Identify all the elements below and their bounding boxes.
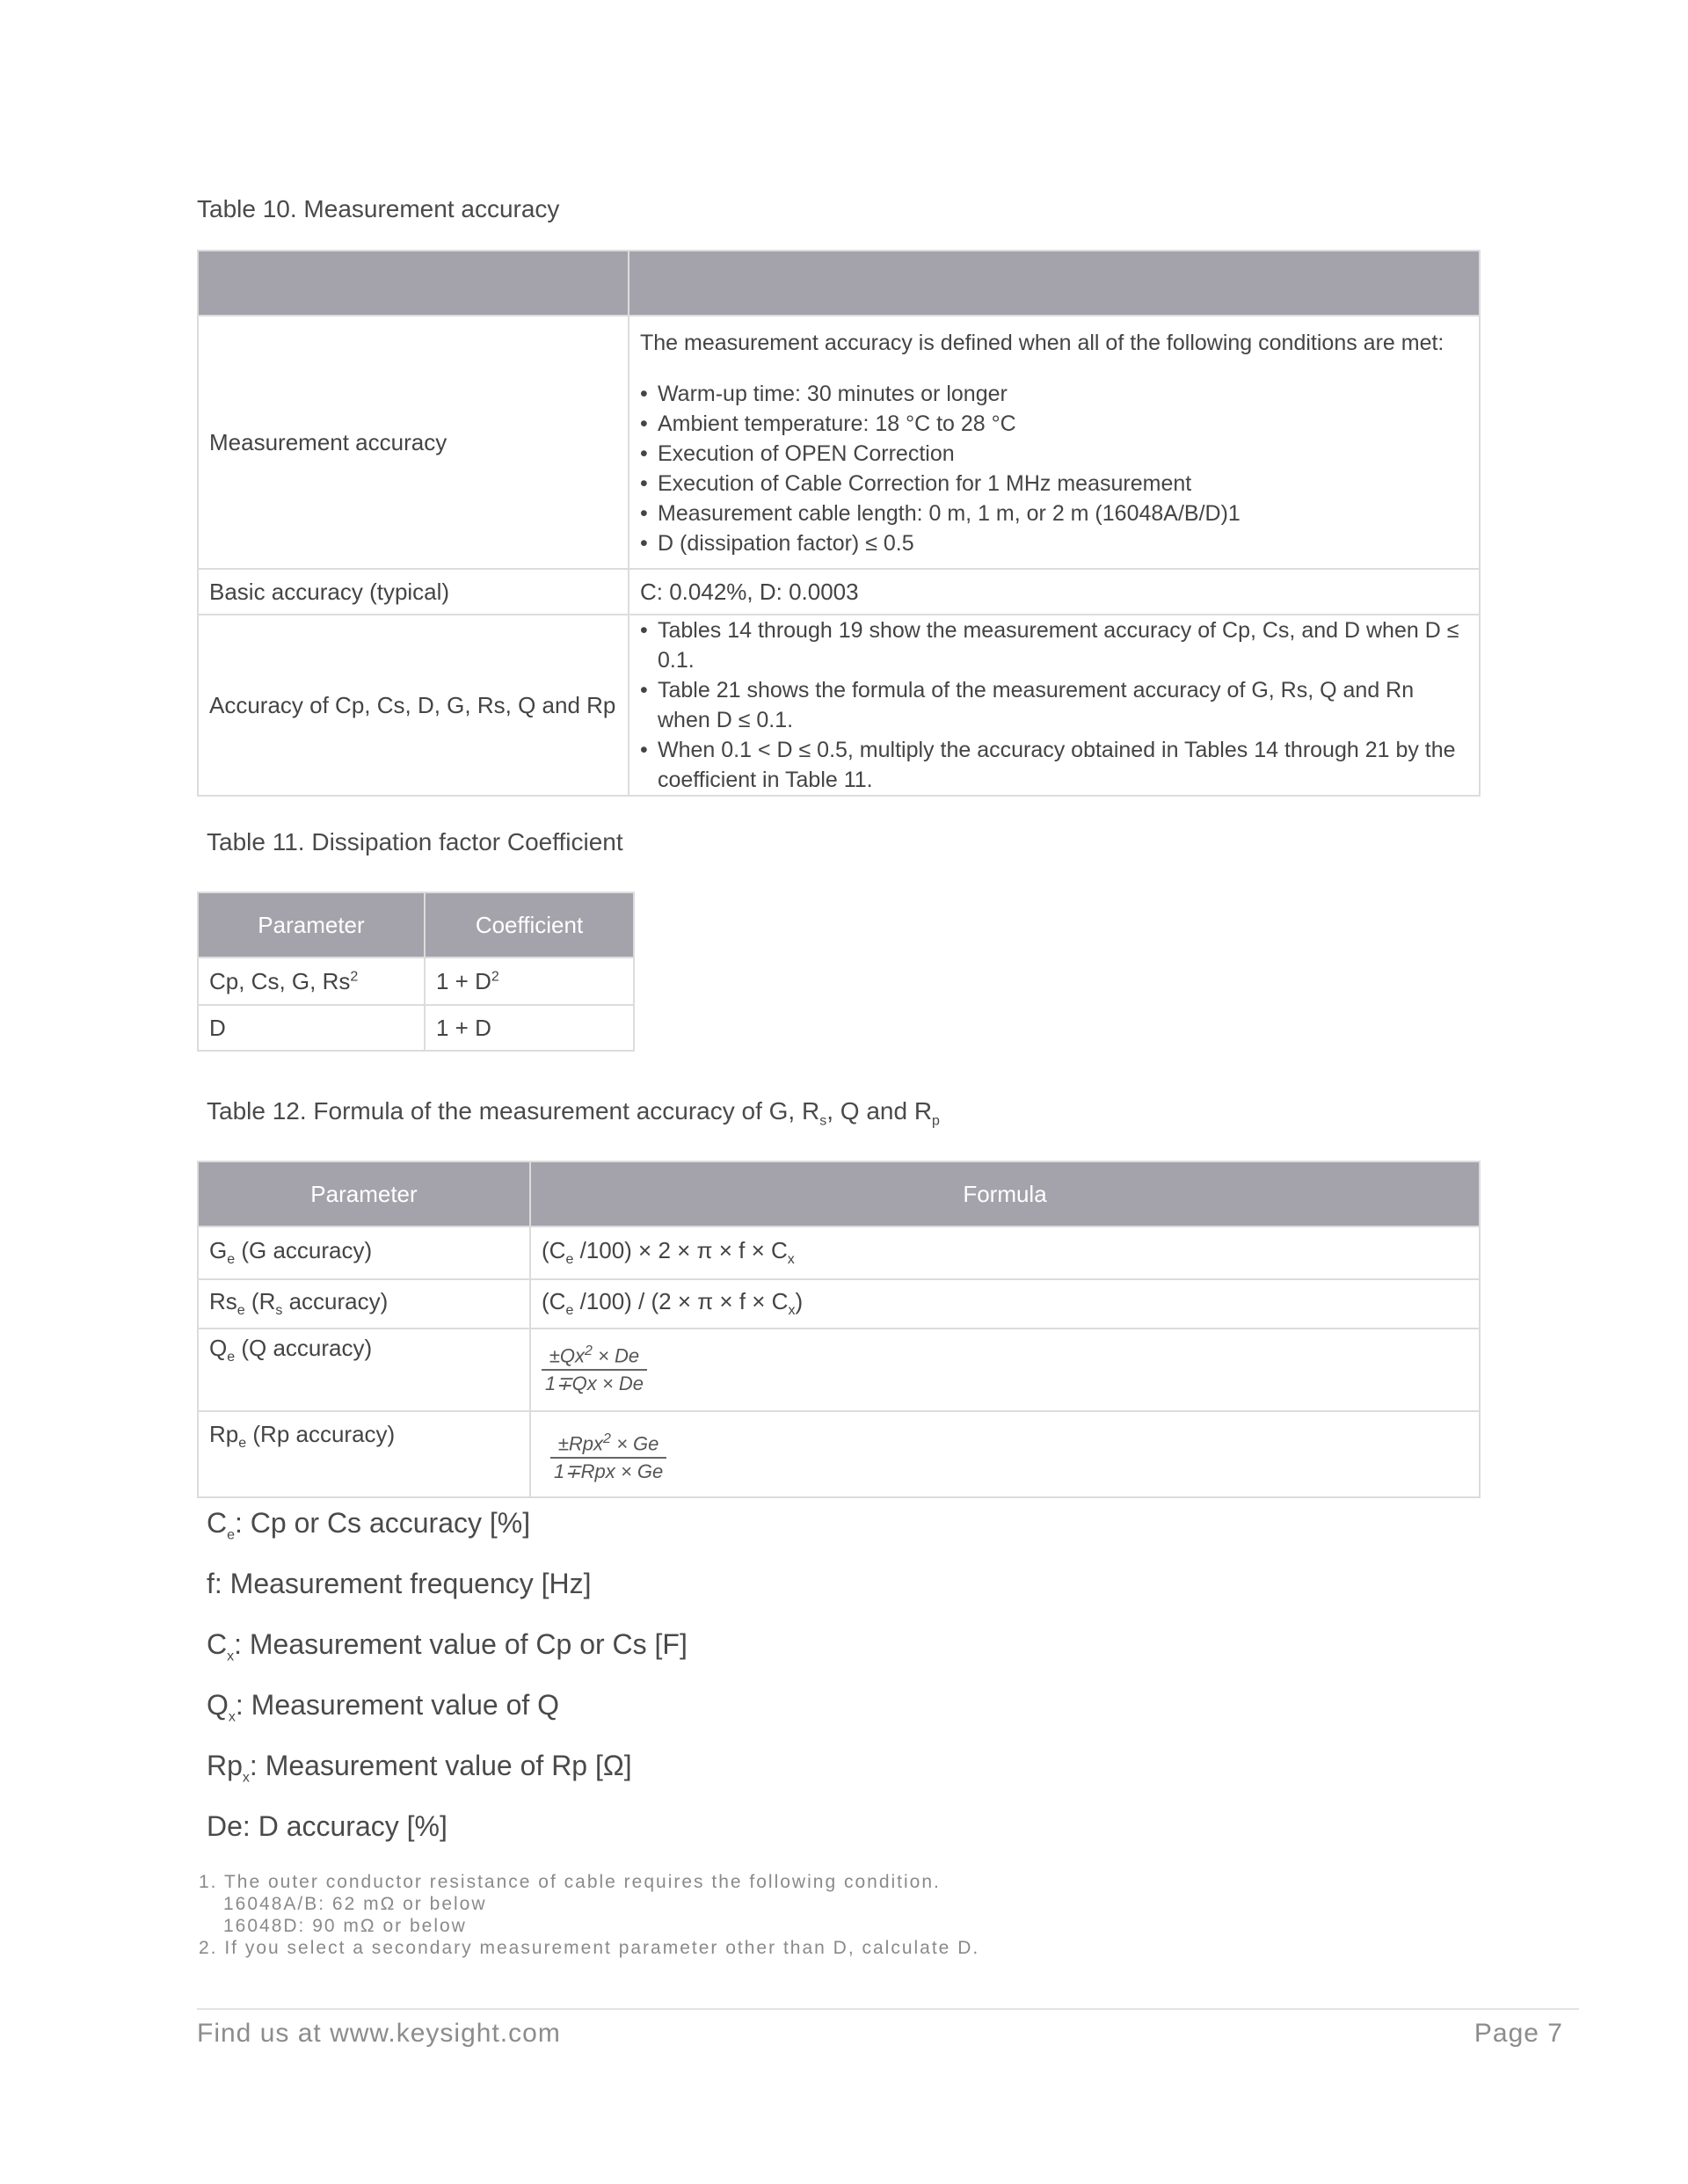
footnote-ref: 2 — [350, 968, 359, 984]
table-cell — [425, 957, 634, 1005]
list-item: • Warm-up time: 30 minutes or longer — [640, 379, 1468, 409]
txt: (C — [542, 1237, 566, 1264]
caption-sub: s — [819, 1113, 827, 1129]
row-label: Accuracy of Cp, Cs, D, G, Rs, Q and Rp — [198, 615, 629, 796]
table-cell — [198, 1411, 530, 1497]
row-value: C: 0.042%, D: 0.0003 — [629, 569, 1480, 615]
legend-line — [207, 1507, 530, 1543]
txt: (C — [542, 1288, 566, 1315]
list-item: • When 0.1 < D ≤ 0.5, multiply the accuracy obtained in Tables 14 through 21 by the — [640, 735, 1468, 765]
sub: e — [238, 1436, 247, 1452]
footnote: 1. The outer conductor resistance of cable requires the following condition. — [199, 1872, 941, 1892]
legend-line: f: Measurement frequency [Hz] — [207, 1568, 592, 1599]
rp-fraction — [550, 1431, 666, 1483]
txt: C — [207, 1628, 228, 1660]
table-cell — [198, 1329, 530, 1411]
table11-header-cell: Coefficient — [425, 892, 634, 957]
sub: x — [788, 1303, 796, 1319]
table-cell — [198, 1227, 530, 1279]
sub: e — [565, 1252, 574, 1268]
table10-header-cell — [198, 251, 629, 316]
sub: e — [227, 1252, 236, 1268]
table11-caption: Table 11. Dissipation factor Coefficient — [207, 828, 623, 855]
txt: ) — [795, 1288, 804, 1315]
list-item: • Execution of OPEN Correction — [640, 439, 1468, 469]
footer-divider — [197, 2008, 1579, 2010]
sub: x — [787, 1252, 795, 1268]
txt: /100) / (2 × π × f × C — [573, 1288, 789, 1315]
list-item: • Measurement cable length: 0 m, 1 m, or 2 m (16048A/B/D)1 — [640, 499, 1468, 528]
numerator — [542, 1343, 647, 1371]
formula-cell — [530, 1411, 1480, 1497]
txt: (Q accuracy) — [235, 1335, 373, 1361]
footnote: 16048A/B: 62 mΩ or below — [223, 1894, 487, 1914]
sup: 2 — [585, 1343, 593, 1358]
exponent: 2 — [491, 968, 499, 984]
numerator — [550, 1431, 666, 1459]
list-item: • Table 21 shows the formula of the measurement accuracy of G, Rs, Q and Rn — [640, 675, 1468, 705]
caption-text: , Q and R — [826, 1097, 933, 1125]
table-cell: D — [198, 1005, 425, 1051]
txt: /100) × 2 × π × f × C — [573, 1237, 788, 1264]
conditions-cell — [629, 316, 1480, 569]
table-cell — [198, 957, 425, 1005]
sub: x — [242, 1770, 250, 1786]
txt: (G accuracy) — [235, 1237, 373, 1264]
accuracy-notes-cell — [629, 615, 1480, 796]
txt: × Ge — [610, 1432, 659, 1455]
list-item: • D (dissipation factor) ≤ 0.5 — [640, 528, 1468, 558]
txt: : Cp or Cs accuracy [%] — [235, 1507, 531, 1539]
list-item: • Ambient temperature: 18 °C to 28 °C — [640, 409, 1468, 439]
sub: x — [228, 1709, 236, 1725]
conditions-intro: The measurement accuracy is defined when all of the following conditions are met: — [640, 330, 1444, 355]
table12-header-cell: Parameter — [198, 1161, 530, 1227]
page-number: Page 7 — [1473, 2019, 1563, 2048]
table-cell: 1 + D — [425, 1005, 634, 1051]
sub: s — [275, 1303, 283, 1319]
sub: e — [227, 1350, 236, 1365]
txt: (R — [244, 1288, 276, 1315]
sub: e — [565, 1303, 574, 1319]
table12 — [197, 1161, 1481, 1498]
footer-link[interactable]: Find us at www.keysight.com — [197, 2019, 561, 2048]
denominator: 1∓Qx × De — [545, 1372, 644, 1395]
txt: ±Rpx — [557, 1432, 604, 1455]
txt: Rs — [209, 1288, 237, 1315]
q-fraction — [542, 1343, 647, 1395]
list-item-continuation: coefficient in Table 11. — [658, 768, 873, 792]
conditions-list — [640, 379, 1468, 558]
table10-caption: Table 10. Measurement accuracy — [197, 195, 560, 222]
txt: accuracy) — [282, 1288, 389, 1315]
accuracy-notes-list — [640, 615, 1468, 795]
txt: C — [207, 1507, 228, 1539]
table12-caption — [207, 1097, 940, 1130]
sub: x — [227, 1649, 235, 1664]
coef-text: 1 + D — [436, 967, 491, 994]
sub: e — [227, 1527, 236, 1543]
txt: : Measurement value of Cp or Cs [F] — [234, 1628, 688, 1660]
formula-cell — [530, 1329, 1480, 1411]
footnote: 2. If you select a secondary measurement parameter other than D, calculate D. — [199, 1938, 980, 1958]
formula-cell — [530, 1279, 1480, 1329]
txt: × De — [592, 1344, 640, 1367]
legend-line — [207, 1628, 688, 1664]
table10 — [197, 250, 1481, 797]
txt: (Rp accuracy) — [246, 1421, 396, 1447]
list-item: • Tables 14 through 19 show the measurement accuracy of Cp, Cs, and D when D ≤ 0.1. — [640, 615, 1468, 675]
caption-text: Table 12. Formula of the measurement accuracy of G, R — [207, 1097, 820, 1125]
denominator: 1∓Rpx × Ge — [554, 1460, 664, 1483]
txt: : Measurement value of Q — [235, 1689, 560, 1721]
table-cell — [198, 1279, 530, 1329]
table11 — [197, 892, 635, 1052]
txt: G — [209, 1237, 228, 1264]
txt: Rp — [207, 1750, 243, 1781]
list-item: • Execution of Cable Correction for 1 MHz measurement — [640, 469, 1468, 499]
caption-sub: p — [932, 1113, 940, 1129]
sup: 2 — [603, 1431, 611, 1446]
param-text: Cp, Cs, G, Rs — [209, 967, 351, 994]
table10-header-cell — [629, 251, 1480, 316]
row-label: Basic accuracy (typical) — [198, 569, 629, 615]
txt: ±Qx — [549, 1344, 586, 1367]
legend-line — [207, 1689, 559, 1725]
sub: e — [236, 1303, 245, 1319]
legend-line — [207, 1750, 632, 1786]
formula-cell — [530, 1227, 1480, 1279]
txt: : Measurement value of Rp [Ω] — [249, 1750, 632, 1781]
row-label: Measurement accuracy — [198, 316, 629, 569]
footnote: 16048D: 90 mΩ or below — [223, 1916, 467, 1936]
list-item-continuation: when D ≤ 0.1. — [658, 708, 794, 732]
table11-header-cell: Parameter — [198, 892, 425, 957]
table12-header-cell: Formula — [530, 1161, 1480, 1227]
txt: Q — [207, 1689, 229, 1721]
txt: Q — [209, 1335, 228, 1361]
txt: Rp — [209, 1421, 239, 1447]
legend-line: De: D accuracy [%] — [207, 1810, 447, 1842]
